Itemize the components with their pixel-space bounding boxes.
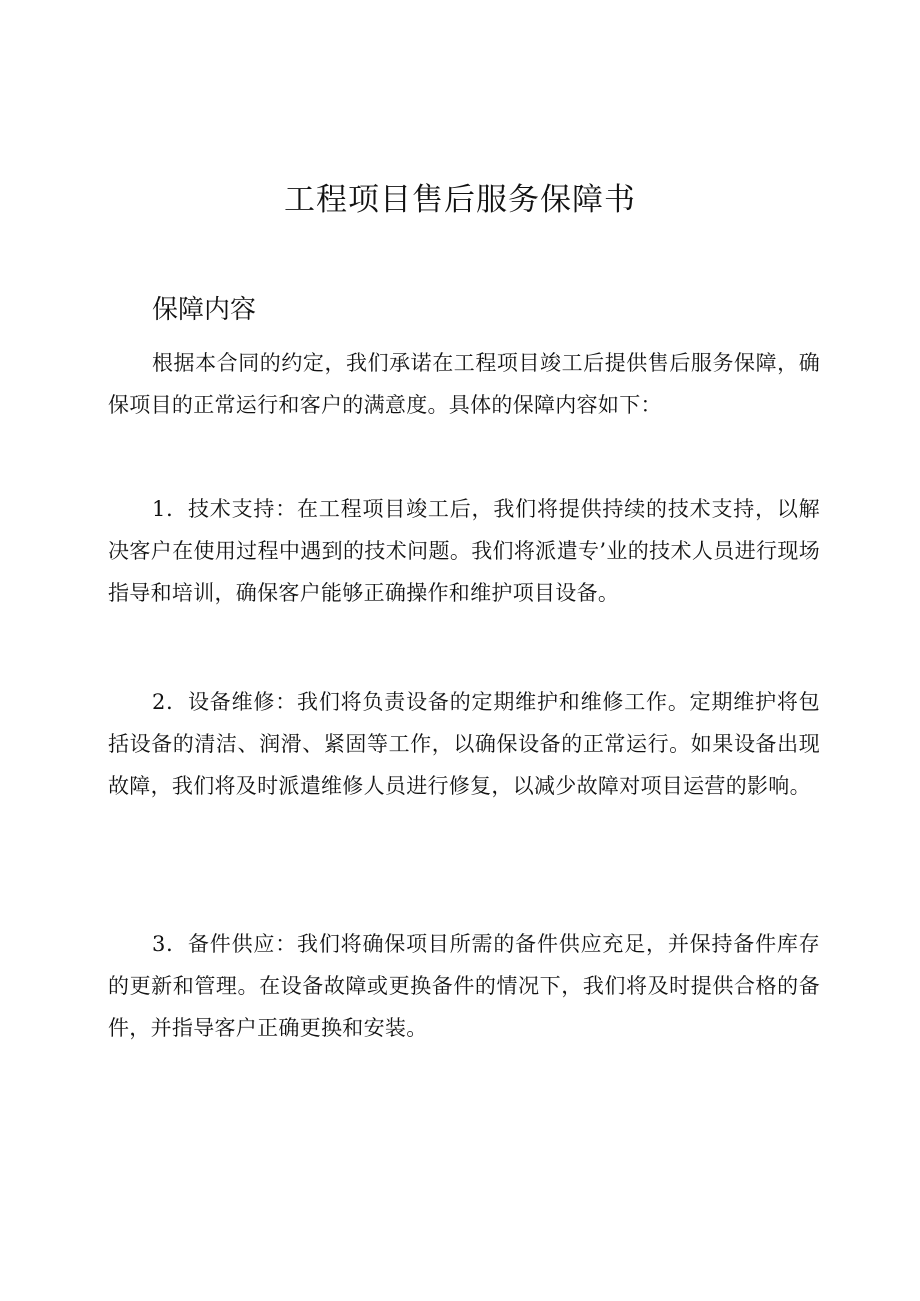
item-technical-support: 1．技术支持：在工程项目竣工后，我们将提供持续的技术支持，以解决客户在使用过程中遇到的技术问题。我们将派遣专’业的技术人员进行现场指导和培训，确保客户能够正确操作和维护项目设备。 xyxy=(108,497,820,605)
section-heading: 保障内容 xyxy=(152,295,257,325)
item-spare-parts-supply: 3．备件供应：我们将确保项目所需的备件供应充足，并保持备件库存的更新和管理。在设备故障或更换备件的情况下，我们将及时提供合格的备件，并指导客户正确更换和安装。 xyxy=(108,932,820,1040)
intro-paragraph: 根据本合同的约定，我们承诺在工程项目竣工后提供售后服务保障，确保项目的正常运行和客户的满意度。具体的保障内容如下： xyxy=(108,351,820,417)
document-title: 工程项目售后服务保障书 xyxy=(284,182,636,218)
item-equipment-maintenance: 2．设备维修：我们将负责设备的定期维护和维修工作。定期维护将包括设备的清洁、润滑、紧固等工作，以确保设备的正常运行。如果设备出现故障，我们将及时派遣维修人员进行修复，以减少故障对项目运营的影响。 xyxy=(108,690,820,798)
